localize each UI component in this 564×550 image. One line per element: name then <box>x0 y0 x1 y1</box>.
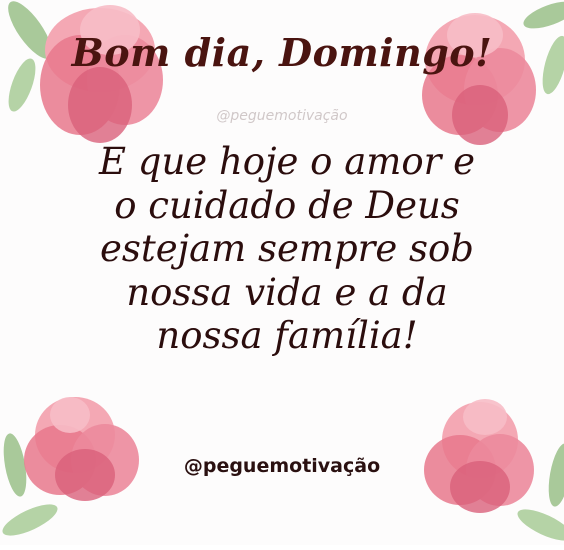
greeting-title: Bom dia, Domingo! <box>71 30 493 75</box>
pink-flower-top-right <box>390 0 564 160</box>
author-handle: @peguemotivação <box>183 455 381 477</box>
pink-flower-top-left <box>0 0 180 160</box>
greeting-message: E que hoje o amor e o cuidado de Deus estejam sempre sob nossa vida e a da nossa família! <box>99 140 475 357</box>
watermark-handle: @peguemotivação <box>216 108 348 124</box>
